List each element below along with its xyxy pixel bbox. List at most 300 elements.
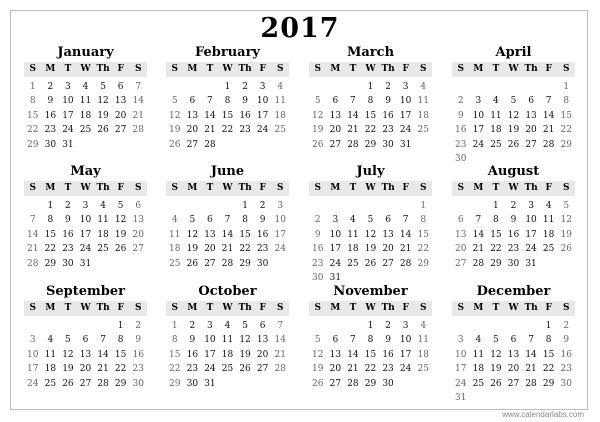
day-cell: 28 bbox=[347, 378, 359, 389]
weekday-label: F bbox=[545, 183, 552, 193]
day-cell: 8 bbox=[563, 96, 570, 107]
weekday-label: S bbox=[276, 183, 284, 193]
day-cell: 26 bbox=[114, 244, 127, 255]
day-grid bbox=[166, 80, 289, 152]
day-cell: 7 bbox=[100, 335, 106, 346]
weekday-label: S bbox=[419, 303, 427, 313]
weekday-label: W bbox=[365, 183, 376, 193]
day-cell: 23 bbox=[312, 258, 324, 269]
day-cell: 20 bbox=[507, 364, 520, 375]
day-cell: 1 bbox=[367, 82, 374, 92]
day-cell: 8 bbox=[47, 215, 54, 226]
day-cell: 8 bbox=[117, 335, 124, 346]
day-cell: 6 bbox=[189, 96, 196, 107]
day-cell: 7 bbox=[135, 82, 142, 92]
day-cell: 22 bbox=[44, 244, 57, 255]
day-cell: 9 bbox=[242, 96, 248, 107]
weekday-label: T bbox=[349, 303, 357, 313]
day-cell: 24 bbox=[525, 244, 537, 255]
day-cell: 30 bbox=[507, 258, 520, 269]
day-cell: 16 bbox=[455, 125, 467, 136]
empty-cell bbox=[201, 80, 219, 94]
day-cell: 9 bbox=[385, 96, 391, 107]
day-cell: 30 bbox=[186, 378, 199, 389]
day-cell: 11 bbox=[490, 110, 502, 121]
day-cell: 27 bbox=[525, 139, 537, 150]
day-cell: 1 bbox=[242, 201, 248, 211]
month-name: June bbox=[210, 164, 245, 179]
day-cell: 26 bbox=[169, 139, 181, 150]
day-cell: 23 bbox=[132, 364, 144, 375]
day-cell: 28 bbox=[399, 258, 412, 269]
day-cell: 26 bbox=[490, 378, 502, 389]
empty-cell bbox=[219, 199, 237, 213]
day-cell: 9 bbox=[47, 96, 54, 107]
day-grid bbox=[166, 319, 289, 391]
day-cell: 6 bbox=[82, 335, 89, 346]
weekday-label: W bbox=[222, 64, 233, 74]
weekday-header bbox=[309, 181, 432, 196]
month-june bbox=[166, 164, 289, 271]
day-cell: 20 bbox=[79, 364, 92, 375]
day-cell: 15 bbox=[490, 229, 502, 240]
weekday-label: F bbox=[545, 64, 552, 74]
empty-cell bbox=[327, 319, 345, 333]
weekday-label: W bbox=[365, 303, 376, 313]
weekday-header bbox=[452, 301, 575, 316]
day-cell: 29 bbox=[364, 139, 377, 150]
day-cell: 29 bbox=[490, 258, 502, 269]
weekday-label: S bbox=[134, 64, 142, 74]
weekday-label: M bbox=[473, 64, 484, 74]
day-cell: 22 bbox=[542, 364, 555, 375]
month-name: February bbox=[194, 45, 260, 60]
weekday-label: W bbox=[508, 64, 519, 74]
day-cell: 21 bbox=[27, 244, 39, 255]
month-name: August bbox=[487, 164, 540, 179]
day-grid bbox=[24, 80, 147, 152]
day-cell: 8 bbox=[224, 96, 231, 107]
day-cell: 29 bbox=[27, 139, 39, 150]
day-cell: 1 bbox=[367, 321, 374, 331]
day-cell: 9 bbox=[135, 335, 142, 346]
day-cell: 1 bbox=[224, 82, 231, 92]
day-grid bbox=[24, 199, 147, 271]
empty-cell bbox=[362, 199, 380, 213]
day-cell: 27 bbox=[329, 139, 342, 150]
day-cell: 25 bbox=[44, 378, 57, 389]
weekday-label: M bbox=[330, 64, 341, 74]
day-cell: 5 bbox=[65, 335, 71, 346]
day-cell: 25 bbox=[417, 125, 429, 136]
weekday-label: S bbox=[314, 183, 322, 193]
month-november bbox=[309, 284, 432, 391]
day-grid bbox=[309, 199, 432, 285]
day-cell: 28 bbox=[347, 139, 359, 150]
day-cell: 17 bbox=[62, 110, 74, 121]
day-cell: 1 bbox=[29, 82, 36, 92]
weekday-label: S bbox=[134, 303, 142, 313]
weekday-label: F bbox=[545, 303, 552, 313]
empty-cell bbox=[505, 80, 523, 94]
day-cell: 30 bbox=[44, 139, 57, 150]
weekday-label: S bbox=[562, 64, 570, 74]
day-cell: 9 bbox=[65, 215, 71, 226]
day-cell: 14 bbox=[525, 349, 537, 360]
day-cell: 20 bbox=[256, 349, 269, 360]
day-cell: 28 bbox=[542, 139, 555, 150]
day-cell: 31 bbox=[62, 139, 74, 150]
weekday-label: S bbox=[134, 183, 142, 193]
day-cell: 8 bbox=[171, 335, 178, 346]
weekday-label: W bbox=[80, 64, 91, 74]
month-july bbox=[309, 164, 432, 285]
empty-cell bbox=[522, 80, 540, 94]
empty-cell bbox=[309, 319, 327, 333]
day-cell: 24 bbox=[274, 244, 286, 255]
day-cell: 4 bbox=[224, 321, 231, 331]
day-cell: 28 bbox=[204, 139, 216, 150]
day-cell: 23 bbox=[507, 244, 520, 255]
day-cell: 8 bbox=[367, 96, 374, 107]
weekday-label: T bbox=[206, 303, 214, 313]
day-cell: 12 bbox=[97, 96, 109, 107]
weekday-label: W bbox=[508, 303, 519, 313]
day-cell: 5 bbox=[117, 201, 124, 211]
day-cell: 9 bbox=[510, 215, 517, 226]
day-cell: 16 bbox=[382, 110, 394, 121]
day-cell: 25 bbox=[79, 125, 92, 136]
day-cell: 1 bbox=[493, 201, 499, 211]
day-cell: 1 bbox=[545, 321, 552, 331]
day-cell: 8 bbox=[420, 215, 427, 226]
day-cell: 19 bbox=[169, 125, 181, 136]
day-cell: 26 bbox=[186, 258, 199, 269]
day-cell: 7 bbox=[29, 215, 36, 226]
day-cell: 11 bbox=[274, 96, 286, 107]
day-cell: 3 bbox=[259, 82, 266, 92]
day-cell: 5 bbox=[189, 215, 196, 226]
day-cell: 9 bbox=[385, 335, 391, 346]
empty-cell bbox=[59, 319, 77, 333]
day-cell: 1 bbox=[420, 201, 427, 211]
day-cell: 13 bbox=[382, 229, 394, 240]
weekday-label: S bbox=[276, 64, 284, 74]
day-cell: 25 bbox=[542, 244, 555, 255]
day-cell: 9 bbox=[259, 215, 266, 226]
day-cell: 19 bbox=[507, 125, 520, 136]
day-cell: 3 bbox=[528, 201, 534, 211]
day-cell: 25 bbox=[221, 364, 234, 375]
empty-cell bbox=[309, 80, 327, 94]
day-cell: 20 bbox=[329, 125, 342, 136]
day-cell: 19 bbox=[114, 229, 127, 240]
day-cell: 22 bbox=[490, 244, 502, 255]
day-cell: 24 bbox=[62, 125, 74, 136]
day-grid bbox=[452, 319, 575, 405]
weekday-label: S bbox=[314, 303, 322, 313]
day-cell: 14 bbox=[542, 110, 555, 121]
day-cell: 3 bbox=[457, 335, 464, 346]
month-name: November bbox=[333, 284, 408, 299]
day-cell: 13 bbox=[114, 96, 127, 107]
weekday-label: Th bbox=[524, 64, 538, 74]
day-cell: 31 bbox=[399, 139, 412, 150]
day-cell: 21 bbox=[97, 364, 109, 375]
day-cell: 1 bbox=[563, 82, 570, 92]
day-cell: 10 bbox=[204, 335, 216, 346]
day-cell: 21 bbox=[274, 349, 286, 360]
weekday-label: S bbox=[419, 183, 427, 193]
day-cell: 31 bbox=[204, 378, 216, 389]
day-cell: 6 bbox=[385, 215, 391, 226]
weekday-label: M bbox=[187, 183, 198, 193]
month-march bbox=[309, 45, 432, 152]
day-cell: 2 bbox=[189, 321, 196, 331]
day-cell: 21 bbox=[542, 125, 555, 136]
day-cell: 30 bbox=[560, 378, 572, 389]
day-cell: 4 bbox=[493, 96, 499, 107]
day-cell: 18 bbox=[472, 364, 485, 375]
day-cell: 7 bbox=[475, 215, 482, 226]
month-name: October bbox=[198, 284, 257, 299]
day-cell: 18 bbox=[44, 364, 57, 375]
day-cell: 27 bbox=[455, 258, 467, 269]
weekday-label: Th bbox=[238, 303, 252, 313]
day-cell: 11 bbox=[347, 229, 359, 240]
day-cell: 15 bbox=[169, 349, 181, 360]
day-cell: 8 bbox=[493, 215, 499, 226]
empty-cell bbox=[344, 199, 362, 213]
day-cell: 25 bbox=[169, 258, 181, 269]
day-cell: 23 bbox=[382, 125, 394, 136]
month-august bbox=[452, 164, 575, 271]
day-cell: 1 bbox=[47, 201, 54, 211]
empty-cell bbox=[166, 199, 184, 213]
day-cell: 4 bbox=[475, 335, 482, 346]
day-cell: 11 bbox=[417, 96, 429, 107]
day-cell: 16 bbox=[62, 229, 74, 240]
day-cell: 17 bbox=[455, 364, 467, 375]
day-cell: 15 bbox=[364, 349, 377, 360]
day-cell: 10 bbox=[256, 96, 269, 107]
weekday-label: W bbox=[80, 183, 91, 193]
day-cell: 24 bbox=[472, 139, 485, 150]
weekday-header bbox=[24, 301, 147, 316]
day-cell: 3 bbox=[207, 321, 213, 331]
empty-cell bbox=[397, 199, 415, 213]
day-cell: 15 bbox=[27, 110, 39, 121]
weekday-label: Th bbox=[238, 64, 252, 74]
day-cell: 5 bbox=[100, 82, 106, 92]
day-cell: 30 bbox=[382, 378, 394, 389]
day-cell: 5 bbox=[367, 215, 374, 226]
day-cell: 28 bbox=[274, 364, 286, 375]
day-cell: 12 bbox=[186, 229, 199, 240]
day-cell: 22 bbox=[169, 364, 181, 375]
day-cell: 4 bbox=[171, 215, 178, 226]
day-cell: 5 bbox=[563, 201, 570, 211]
day-cell: 2 bbox=[457, 96, 464, 107]
day-cell: 12 bbox=[169, 110, 181, 121]
empty-cell bbox=[184, 199, 202, 213]
empty-cell bbox=[344, 80, 362, 94]
day-cell: 17 bbox=[204, 349, 216, 360]
day-cell: 14 bbox=[221, 229, 234, 240]
weekday-label: F bbox=[259, 183, 266, 193]
day-cell: 5 bbox=[242, 321, 248, 331]
day-cell: 4 bbox=[277, 82, 284, 92]
weekday-label: Th bbox=[238, 183, 252, 193]
weekday-header bbox=[166, 62, 289, 77]
day-cell: 7 bbox=[350, 335, 356, 346]
month-february bbox=[166, 45, 289, 152]
day-cell: 14 bbox=[27, 229, 39, 240]
day-cell: 5 bbox=[171, 96, 178, 107]
day-cell: 24 bbox=[79, 244, 92, 255]
weekday-label: F bbox=[117, 183, 124, 193]
day-cell: 4 bbox=[350, 215, 356, 226]
day-cell: 8 bbox=[242, 215, 248, 226]
day-cell: 11 bbox=[417, 335, 429, 346]
day-cell: 27 bbox=[256, 364, 269, 375]
month-may bbox=[24, 164, 147, 271]
day-cell: 16 bbox=[132, 349, 144, 360]
weekday-label: S bbox=[457, 64, 465, 74]
day-cell: 3 bbox=[332, 215, 339, 226]
month-name: May bbox=[70, 164, 101, 179]
day-cell: 16 bbox=[507, 229, 520, 240]
day-cell: 30 bbox=[256, 258, 269, 269]
day-cell: 27 bbox=[329, 378, 342, 389]
day-cell: 12 bbox=[507, 110, 520, 121]
day-cell: 16 bbox=[239, 110, 251, 121]
day-cell: 19 bbox=[239, 349, 251, 360]
day-cell: 8 bbox=[545, 335, 552, 346]
weekday-label: M bbox=[45, 64, 56, 74]
day-cell: 15 bbox=[417, 229, 429, 240]
day-cell: 18 bbox=[490, 125, 502, 136]
day-cell: 5 bbox=[314, 335, 321, 346]
day-cell: 17 bbox=[399, 110, 412, 121]
day-cell: 6 bbox=[528, 96, 534, 107]
day-cell: 19 bbox=[560, 229, 572, 240]
day-cell: 16 bbox=[186, 349, 199, 360]
day-cell: 11 bbox=[79, 96, 92, 107]
day-cell: 11 bbox=[97, 215, 109, 226]
day-cell: 22 bbox=[27, 125, 39, 136]
empty-cell bbox=[452, 319, 470, 333]
empty-cell bbox=[470, 319, 488, 333]
weekday-label: W bbox=[222, 303, 233, 313]
weekday-label: F bbox=[402, 303, 409, 313]
weekday-header bbox=[309, 62, 432, 77]
day-cell: 22 bbox=[417, 244, 429, 255]
day-cell: 20 bbox=[204, 244, 216, 255]
weekday-label: S bbox=[29, 303, 37, 313]
day-cell: 17 bbox=[525, 229, 537, 240]
day-cell: 13 bbox=[186, 110, 199, 121]
day-cell: 20 bbox=[329, 364, 342, 375]
day-cell: 2 bbox=[47, 82, 54, 92]
day-cell: 27 bbox=[507, 378, 520, 389]
day-cell: 16 bbox=[382, 349, 394, 360]
day-cell: 26 bbox=[560, 244, 572, 255]
weekday-label: W bbox=[222, 183, 233, 193]
day-cell: 4 bbox=[420, 321, 427, 331]
day-cell: 19 bbox=[312, 364, 324, 375]
day-cell: 24 bbox=[399, 125, 412, 136]
month-name: January bbox=[57, 45, 114, 60]
weekday-label: Th bbox=[96, 303, 110, 313]
day-cell: 20 bbox=[382, 244, 394, 255]
day-grid bbox=[166, 199, 289, 271]
day-cell: 3 bbox=[29, 335, 36, 346]
day-cell: 16 bbox=[256, 229, 269, 240]
day-cell: 7 bbox=[277, 321, 284, 331]
day-cell: 25 bbox=[347, 258, 359, 269]
weekday-label: S bbox=[457, 303, 465, 313]
day-cell: 2 bbox=[135, 321, 142, 331]
weekday-label: S bbox=[29, 183, 37, 193]
day-cell: 7 bbox=[528, 335, 534, 346]
weekday-label: M bbox=[45, 303, 56, 313]
day-cell: 14 bbox=[399, 229, 412, 240]
day-cell: 10 bbox=[399, 335, 412, 346]
day-cell: 2 bbox=[510, 201, 517, 211]
day-cell: 18 bbox=[169, 244, 181, 255]
day-cell: 2 bbox=[385, 321, 391, 331]
weekday-label: Th bbox=[381, 183, 395, 193]
footer-credit: www.calendarlabs.com bbox=[502, 410, 584, 419]
day-cell: 17 bbox=[472, 125, 485, 136]
empty-cell bbox=[309, 199, 327, 213]
day-cell: 12 bbox=[560, 215, 572, 226]
day-cell: 12 bbox=[364, 229, 377, 240]
day-cell: 13 bbox=[507, 349, 520, 360]
day-cell: 6 bbox=[117, 82, 124, 92]
day-cell: 8 bbox=[367, 335, 374, 346]
day-cell: 10 bbox=[329, 229, 342, 240]
month-name: December bbox=[476, 284, 551, 299]
weekday-label: W bbox=[365, 64, 376, 74]
day-cell: 14 bbox=[472, 229, 485, 240]
empty-cell bbox=[379, 199, 397, 213]
day-cell: 23 bbox=[455, 139, 467, 150]
day-cell: 25 bbox=[274, 125, 286, 136]
weekday-label: M bbox=[187, 64, 198, 74]
weekday-label: F bbox=[259, 303, 266, 313]
day-cell: 13 bbox=[455, 229, 467, 240]
day-cell: 17 bbox=[27, 364, 39, 375]
weekday-label: Th bbox=[96, 64, 110, 74]
weekday-label: S bbox=[171, 183, 179, 193]
day-grid bbox=[24, 319, 147, 391]
day-cell: 17 bbox=[256, 110, 269, 121]
day-cell: 13 bbox=[329, 110, 342, 121]
day-cell: 27 bbox=[79, 378, 92, 389]
weekday-label: S bbox=[562, 183, 570, 193]
month-september bbox=[24, 284, 147, 391]
day-cell: 10 bbox=[455, 349, 467, 360]
day-cell: 9 bbox=[314, 229, 321, 240]
day-cell: 1 bbox=[117, 321, 124, 331]
day-cell: 15 bbox=[114, 349, 127, 360]
day-cell: 19 bbox=[312, 125, 324, 136]
empty-cell bbox=[201, 199, 219, 213]
day-cell: 27 bbox=[132, 244, 144, 255]
weekday-label: Th bbox=[381, 64, 395, 74]
